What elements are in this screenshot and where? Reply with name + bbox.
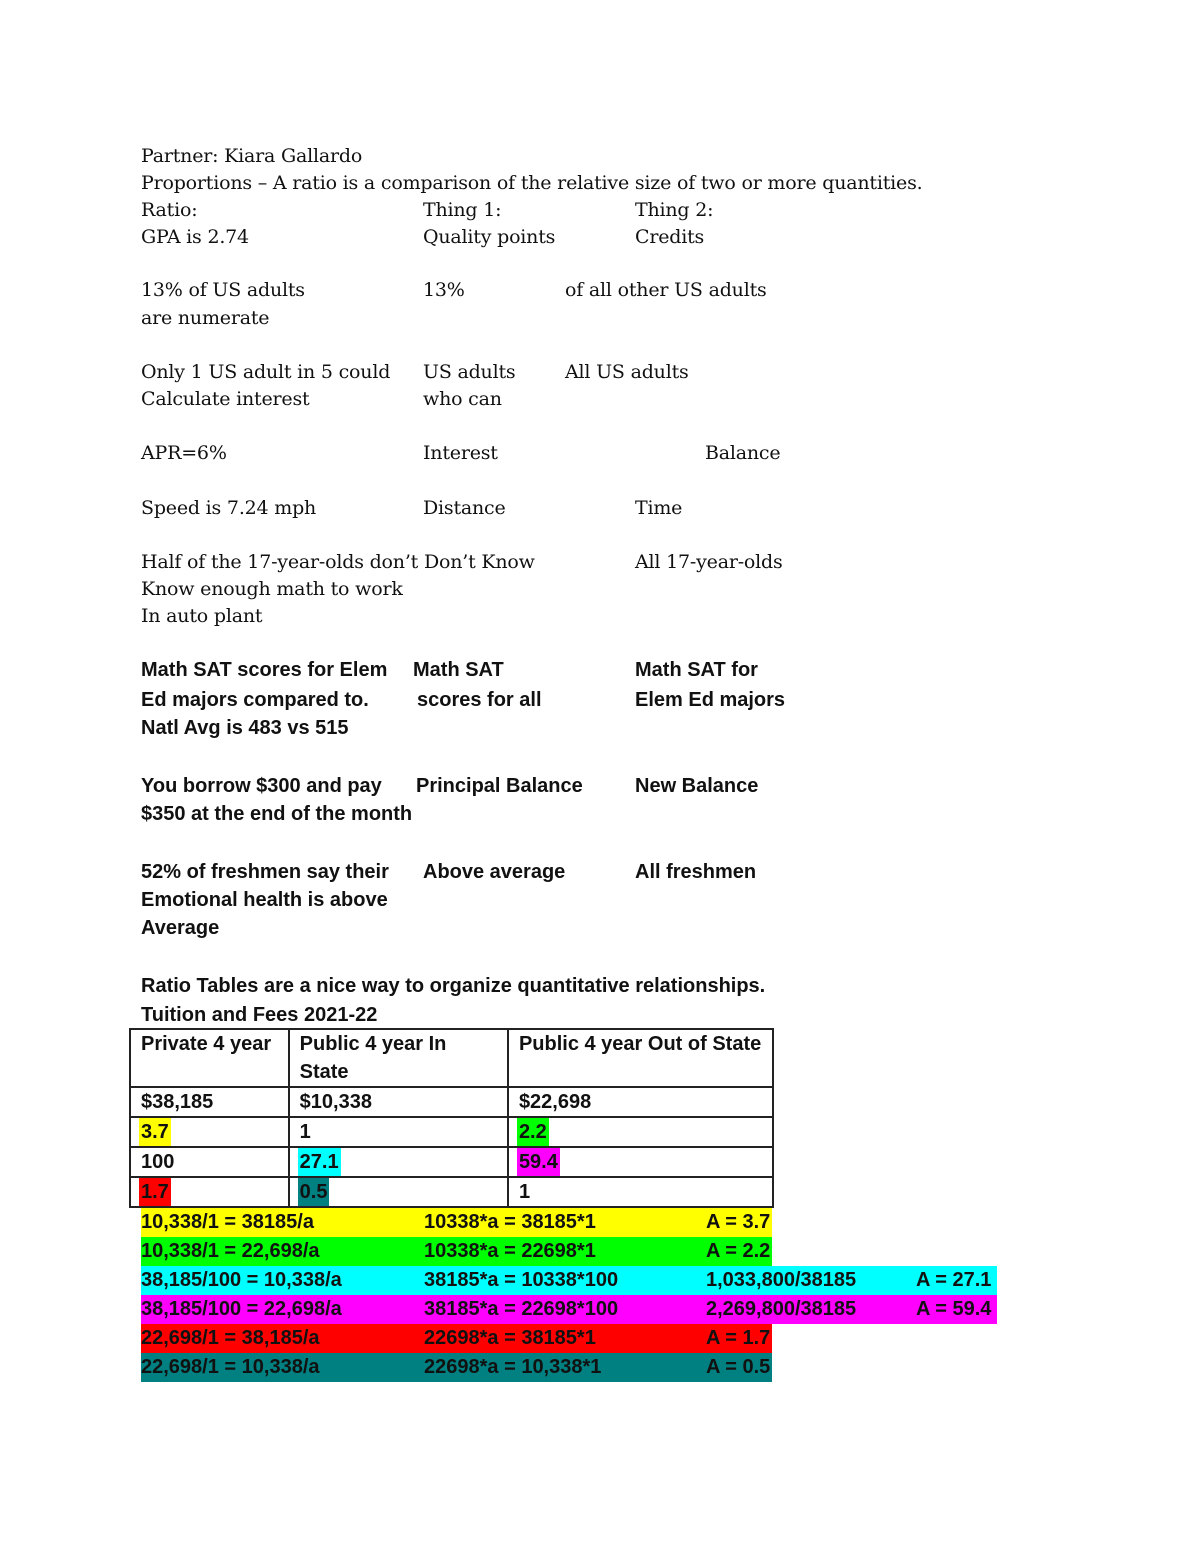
thing1-freshmen: Above average bbox=[423, 861, 566, 883]
thing2-math: All 17-year-olds bbox=[635, 551, 783, 573]
thing2-interest: All US adults bbox=[565, 361, 689, 383]
ratio-interest: Only 1 US adult in 5 could bbox=[141, 361, 391, 383]
eq-result: A = 27.1 bbox=[916, 1269, 992, 1291]
ratio-freshmen-2: Emotional health is above bbox=[141, 889, 388, 911]
eq-result: A = 59.4 bbox=[916, 1298, 992, 1320]
thing2-heading: Thing 2: bbox=[635, 199, 714, 221]
thing1-sat-2: scores for all bbox=[417, 689, 542, 711]
eq-cross-multiply: 38185*a = 10338*100 bbox=[424, 1269, 619, 1291]
eq-proportion: 22,698/1 = 10,338/a bbox=[141, 1356, 320, 1378]
cell-r3c1: 100 bbox=[130, 1147, 289, 1177]
highlight-red: 1.7 bbox=[139, 1178, 171, 1206]
ratio-sat: Math SAT scores for Elem bbox=[141, 659, 388, 681]
thing1-borrow: Principal Balance bbox=[416, 775, 583, 797]
eq-result: A = 3.7 bbox=[706, 1211, 771, 1233]
thing1-heading: Thing 1: bbox=[423, 199, 502, 221]
cell-r2c3 bbox=[508, 1117, 773, 1147]
cell-instate-tuition: $10,338 bbox=[289, 1087, 508, 1117]
thing2-sat: Math SAT for bbox=[635, 659, 758, 681]
thing1-numerate: 13% bbox=[423, 279, 465, 301]
cell-r3c2 bbox=[289, 1147, 508, 1177]
ratio-apr: APR=6% bbox=[141, 442, 227, 464]
cell-r4c1 bbox=[130, 1177, 289, 1207]
ratio-borrow-2: $350 at the end of the month bbox=[141, 803, 413, 825]
ratio-sat-2: Ed majors compared to. bbox=[141, 689, 369, 711]
eq-division: 1,033,800/38185 bbox=[706, 1269, 857, 1291]
ratio-heading: Ratio: bbox=[141, 199, 198, 221]
eq-proportion: 38,185/100 = 10,338/a bbox=[141, 1269, 342, 1291]
ratio-gpa: GPA is 2.74 bbox=[141, 226, 249, 248]
ratio-math: Half of the 17-year-olds don’t Don’t Know bbox=[141, 551, 535, 573]
ratio-freshmen: 52% of freshmen say their bbox=[141, 861, 389, 883]
cell-r3c3 bbox=[508, 1147, 773, 1177]
ratio-math-3: In auto plant bbox=[141, 605, 263, 627]
ratio-numerate-2: are numerate bbox=[141, 307, 270, 329]
cell-private-tuition: $38,185 bbox=[130, 1087, 289, 1117]
equation-row-red bbox=[141, 1324, 772, 1353]
ratio-borrow: You borrow $300 and pay bbox=[141, 775, 382, 797]
tuition-title: Tuition and Fees 2021-22 bbox=[141, 1004, 378, 1026]
equation-row-cyan bbox=[141, 1266, 997, 1295]
header-public-out-state: Public 4 year Out of State bbox=[508, 1029, 773, 1087]
ratio-sat-3: Natl Avg is 483 vs 515 bbox=[141, 717, 349, 739]
eq-proportion: 10,338/1 = 22,698/a bbox=[141, 1240, 320, 1262]
ratio-freshmen-3: Average bbox=[141, 917, 220, 939]
eq-cross-multiply: 22698*a = 10,338*1 bbox=[424, 1356, 602, 1378]
eq-cross-multiply: 38185*a = 22698*100 bbox=[424, 1298, 619, 1320]
eq-result: A = 0.5 bbox=[706, 1356, 771, 1378]
eq-cross-multiply: 22698*a = 38185*1 bbox=[424, 1327, 596, 1349]
table-row bbox=[130, 1147, 773, 1177]
ratio-speed: Speed is 7.24 mph bbox=[141, 497, 317, 519]
equation-row-yellow bbox=[141, 1208, 772, 1237]
highlight-magenta: 59.4 bbox=[517, 1148, 560, 1176]
header-private: Private 4 year bbox=[130, 1029, 289, 1087]
equation-row-magenta bbox=[141, 1295, 997, 1324]
cell-r4c2 bbox=[289, 1177, 508, 1207]
eq-result: A = 2.2 bbox=[706, 1240, 771, 1262]
cell-r2c1 bbox=[130, 1117, 289, 1147]
thing1-interest: US adults bbox=[423, 361, 516, 383]
highlight-cyan: 27.1 bbox=[298, 1148, 341, 1176]
highlight-yellow: 3.7 bbox=[139, 1118, 171, 1146]
definition-line: Proportions – A ratio is a comparison of the relative size of two or more quantities. bbox=[141, 172, 923, 194]
thing1-apr: Interest bbox=[423, 442, 498, 464]
eq-proportion: 22,698/1 = 38,185/a bbox=[141, 1327, 320, 1349]
partner-line: Partner: Kiara Gallardo bbox=[141, 145, 363, 167]
equation-row-green bbox=[141, 1237, 772, 1266]
eq-cross-multiply: 10338*a = 38185*1 bbox=[424, 1211, 596, 1233]
thing2-freshmen: All freshmen bbox=[635, 861, 757, 883]
thing2-numerate: of all other US adults bbox=[565, 279, 767, 301]
cell-r2c2: 1 bbox=[289, 1117, 508, 1147]
table-header-row bbox=[130, 1029, 773, 1087]
cell-r4c3: 1 bbox=[508, 1177, 773, 1207]
eq-cross-multiply: 10338*a = 22698*1 bbox=[424, 1240, 596, 1262]
thing1-speed: Distance bbox=[423, 497, 506, 519]
eq-division: 2,269,800/38185 bbox=[706, 1298, 857, 1320]
header-public-in-state: Public 4 year In State bbox=[289, 1029, 508, 1087]
ratio-math-2: Know enough math to work bbox=[141, 578, 403, 600]
eq-proportion: 10,338/1 = 38185/a bbox=[141, 1211, 314, 1233]
table-row bbox=[130, 1087, 773, 1117]
table-row bbox=[130, 1177, 773, 1207]
thing2-gpa: Credits bbox=[635, 226, 705, 248]
eq-result: A = 1.7 bbox=[706, 1327, 771, 1349]
ratio-numerate: 13% of US adults bbox=[141, 279, 305, 301]
highlight-green: 2.2 bbox=[517, 1118, 549, 1146]
thing1-gpa: Quality points bbox=[423, 226, 556, 248]
cell-outstate-tuition: $22,698 bbox=[508, 1087, 773, 1117]
thing1-interest-2: who can bbox=[423, 388, 502, 410]
thing2-apr: Balance bbox=[705, 442, 781, 464]
ratio-interest-2: Calculate interest bbox=[141, 388, 310, 410]
thing1-sat: Math SAT bbox=[413, 659, 504, 681]
eq-proportion: 38,185/100 = 22,698/a bbox=[141, 1298, 342, 1320]
thing2-speed: Time bbox=[635, 497, 683, 519]
tuition-table bbox=[129, 1028, 774, 1208]
table-row bbox=[130, 1117, 773, 1147]
equation-row-teal bbox=[141, 1353, 772, 1382]
ratio-tables-intro: Ratio Tables are a nice way to organize quantitative relationships. bbox=[141, 975, 766, 997]
highlight-teal: 0.5 bbox=[298, 1178, 330, 1206]
thing2-sat-2: Elem Ed majors bbox=[635, 689, 786, 711]
thing2-borrow: New Balance bbox=[635, 775, 759, 797]
